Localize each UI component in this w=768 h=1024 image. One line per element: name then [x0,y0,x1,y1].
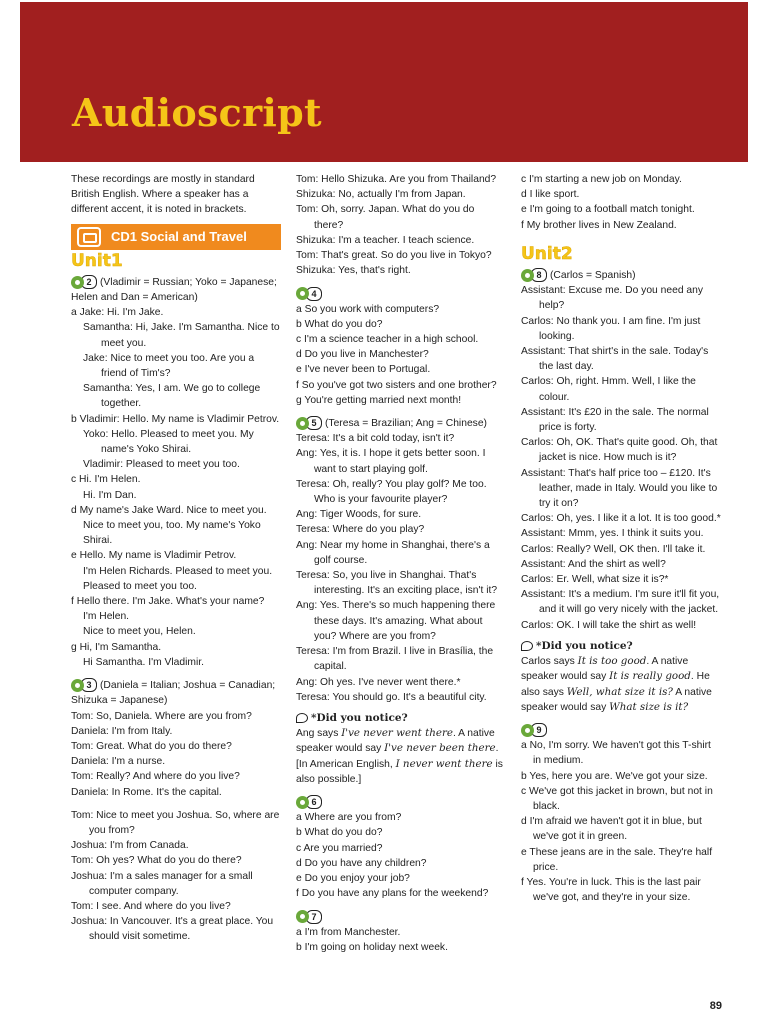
header-banner [20,2,748,162]
script-line: Assistant: That's half price too – £120. It's leather, made in Italy. Would you like to try it on? [521,467,718,510]
script-line: Daniela: I'm a nurse. [71,756,166,768]
track-4 [296,286,504,301]
page-number: 89 [709,1000,722,1012]
script-line: a I'm from Manchester. [296,926,401,938]
script-line: Ang: Yes. There's so much happening there these days. It's amazing. What about you? Where are you from? [296,600,496,642]
script-line: d My name's Jake Ward. Nice to meet you. [71,504,267,516]
script-line: f Do you have any plans for the weekend? [296,888,489,900]
script-line: c I'm starting a new job on Monday. [521,174,682,185]
script-line: e I'm going to a football match tonight. [521,204,695,216]
script-line: f So you've got two sisters and one brother? [296,379,497,391]
script-line: Tom: I see. And where do you live? [71,900,231,912]
column-1 [71,172,281,945]
script-line: Carlos: Oh, right. Hmm. Well, I like the colour. [521,376,696,403]
script-line: Assistant: And the shirt as well? [521,558,666,570]
script-line: Assistant: That shirt's in the sale. Today's the last day. [521,346,709,373]
script-line: Joshua: I'm from Canada. [71,840,189,852]
script-line: Tom: Nice to meet you Joshua. So, where are you from? [71,809,280,836]
script-line: Ang: Oh yes. I've never went there.* [296,676,461,688]
script-line: Shizuka: Yes, that's right. [296,265,411,277]
script-line: I'm Helen. [83,611,130,623]
script-line: c Are you married? [296,842,383,854]
script-line: a So you work with computers? [296,303,440,315]
script-line: g Hi, I'm Samantha. [71,641,162,653]
script-line: e Do you enjoy your job? [296,872,410,884]
script-line: Tom: Really? And where do you live? [71,771,240,783]
script-line: e I've never been to Portugal. [296,364,431,376]
script-line: Carlos: Oh, yes. I like it a lot. It is too good.* [521,513,721,525]
script-line: Teresa: You should go. It's a beautiful city. [296,691,487,703]
audio-track-icon: 8 [521,268,547,282]
script-line: Carlos: Oh, OK. That's quite good. Oh, that jacket is nice. How much is it? [521,437,718,464]
script-line: d I like sport. [521,189,580,201]
script-line: I'm Helen Richards. Pleased to meet you. [83,565,273,577]
script-line: Yoko: Hello. Pleased to meet you. My name's Yoko Shirai. [83,428,254,456]
track-2 [71,275,281,305]
track-8-note: (Carlos = Spanish) [550,270,636,282]
script-line: Joshua: In Vancouver. It's a great place. You should visit sometime. [71,916,274,943]
script-line: Daniela: In Rome. It's the capital. [71,786,222,798]
script-line: Teresa: Oh, really? You play golf? Me too. Who is your favourite player? [296,478,487,506]
intro-text: These recordings are mostly in standard British English. Where a speaker has a different accent, it is noted in brackets. [71,174,255,216]
column-2 [296,172,504,955]
track-9 [521,723,721,738]
eye-icon [296,713,308,723]
cd-icon [77,227,101,247]
script-line: Samantha: Hi, Jake. I'm Samantha. Nice to meet you. [83,322,280,349]
script-line: Assistant: Excuse me. Do you need any help? [521,285,704,312]
did-you-notice-text: Ang says I've never went there. A native speaker would say I've never been there. [In American English, I never went there is also possible.] [296,727,503,785]
script-line: b Yes, here you are. We've got your size. [521,770,708,782]
script-line: Carlos: Really? Well, OK then. I'll take it. [521,543,706,555]
script-line: Carlos: Er. Well, what size it is?* [521,574,669,586]
script-line: b What do you do? [296,318,383,330]
did-you-notice-heading: *Did you notice? [521,639,721,654]
script-line: e Hello. My name is Vladimir Petrov. [71,550,237,562]
did-you-notice-heading: *Did you notice? [296,711,504,726]
script-line: Hi Samantha. I'm Vladimir. [83,656,204,668]
script-line: Shizuka: No, actually I'm from Japan. [296,189,466,201]
script-line: Joshua: I'm a sales manager for a small computer company. [71,870,253,897]
audio-track-icon: 9 [521,723,547,737]
unit-1-heading: Unit1 [71,250,123,271]
script-line: Tom: So, Daniela. Where are you from? [71,710,252,722]
script-line: a Jake: Hi. I'm Jake. [71,307,164,319]
script-line: b Vladimir: Hello. My name is Vladimir Petrov. [71,413,280,425]
script-line: Carlos: OK. I will take the shirt as well! [521,619,697,631]
script-line: c I'm a science teacher in a high school. [296,334,479,346]
audio-track-icon: 3 [71,678,97,692]
script-line: c We've got this jacket in brown, but not in black. [521,785,713,812]
script-line: d Do you have any children? [296,857,427,869]
script-line: Teresa: It's a bit cold today, isn't it? [296,433,455,445]
did-you-notice-text: Carlos says It is too good. A native speaker would say It is really good. He also says Well, what size it is? A native speaker would say What size is it? [521,655,712,713]
script-line: Tom: Hello Shizuka. Are you from Thailand? [296,174,497,185]
script-line: Shizuka: I'm a teacher. I teach science. [296,234,475,246]
script-line: Assistant: It's £20 in the sale. The normal price is forty. [521,406,709,434]
script-line: a No, I'm sorry. We haven't got this T-shirt in medium. [521,740,711,767]
track-7 [296,909,504,924]
script-line: Hi. I'm Dan. [83,489,137,501]
script-line: Vladimir: Pleased to meet you too. [83,459,240,471]
script-line: f My brother lives in New Zealand. [521,219,677,231]
track-6 [296,795,504,810]
cd-banner [71,224,281,250]
track-5 [296,416,504,431]
script-line: d I'm afraid we haven't got it in blue, but we've got it in green. [521,816,702,843]
page-title: Audioscript [72,90,322,135]
audio-track-icon: 6 [296,795,322,809]
script-line: Nice to meet you, too. My name's Yoko Shirai. [83,520,261,547]
script-line: Tom: That's great. So do you live in Tokyo? [296,250,492,262]
script-line: Teresa: I'm from Brazil. I live in Brasília, the capital. [296,646,494,673]
track-3-note: (Daniela = Italian; Joshua = Canadian; Shizuka = Japanese) [71,680,276,707]
audio-track-icon: 2 [71,275,97,289]
script-line: Teresa: Where do you play? [296,524,425,536]
unit-2-heading: Unit2 [521,243,573,264]
script-line: Ang: Near my home in Shanghai, there's a golf course. [296,539,490,566]
script-line: Samantha: Yes, I am. We go to college together. [83,383,261,410]
script-line: Ang: Tiger Woods, for sure. [296,509,422,521]
script-line: c Hi. I'm Helen. [71,474,141,486]
script-line: Jake: Nice to meet you too. Are you a friend of Tim's? [83,352,255,380]
script-line: b What do you do? [296,827,383,839]
column-3 [521,172,721,905]
eye-icon [521,641,533,651]
script-line: d Do you live in Manchester? [296,349,429,361]
audio-track-icon: 4 [296,287,322,301]
track-2-note: (Vladimir = Russian; Yoko = Japanese; Helen and Dan = American) [71,276,277,304]
audio-track-icon: 5 [296,416,322,430]
script-line: a Where are you from? [296,812,402,824]
script-line: Daniela: I'm from Italy. [71,725,173,737]
script-line: f Hello there. I'm Jake. What's your name? [71,596,265,608]
script-line: Carlos: No thank you. I am fine. I'm just looking. [521,315,701,342]
script-line: f Yes. You're in luck. This is the last pair we've got, and they're in your size. [521,876,701,904]
cd-label: CD1 Social and Travel [111,228,247,244]
script-line: Nice to meet you, Helen. [83,626,196,638]
track-8 [521,268,721,283]
script-line: Tom: Oh yes? What do you do there? [71,855,242,867]
script-line: Assistant: It's a medium. I'm sure it'll fit you, and it will go very nicely with the jacket. [521,589,720,616]
script-line: Teresa: So, you live in Shanghai. That's interesting. It's an exciting place, isn't it? [296,570,498,597]
script-line: Tom: Great. What do you do there? [71,740,232,752]
script-line: Ang: Yes, it is. I hope it gets better soon. I want to start playing golf. [296,448,486,475]
audio-track-icon: 7 [296,910,322,924]
script-line: e These jeans are in the sale. They're half price. [521,846,713,873]
script-line: Pleased to meet you too. [83,580,197,592]
script-line: Assistant: Mmm, yes. I think it suits you. [521,528,704,540]
track-5-note: (Teresa = Brazilian; Ang = Chinese) [325,418,487,430]
track-3 [71,678,281,708]
script-line: b I'm going on holiday next week. [296,941,448,953]
script-line: Tom: Oh, sorry. Japan. What do you do there? [296,204,475,231]
script-line: g You're getting married next month! [296,394,462,406]
